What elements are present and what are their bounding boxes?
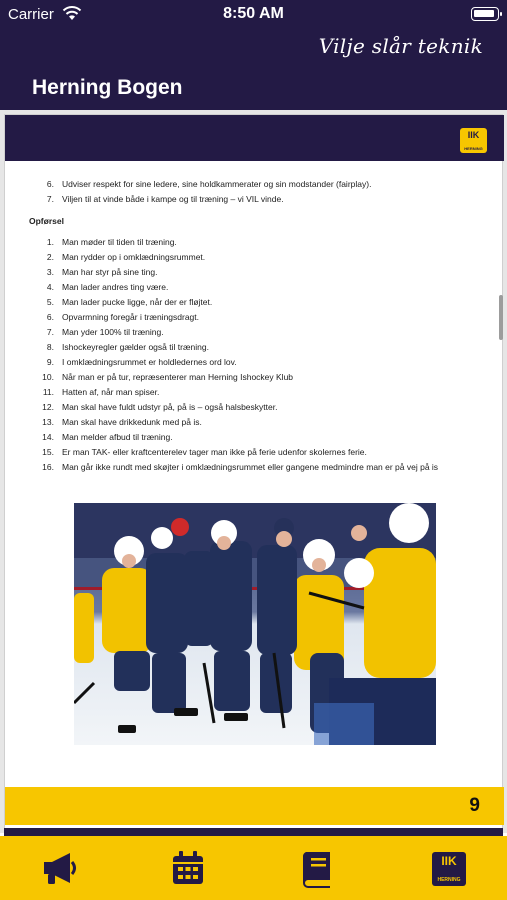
tab-calendar[interactable] xyxy=(158,846,218,890)
list-item: 2. Man rydder op i omklædningsrummet. xyxy=(46,252,206,262)
tab-bar xyxy=(0,836,507,900)
list-item: 8. Ishockeyregler gælder også til træning. xyxy=(46,342,209,352)
list-item: 4. Man lader andres ting være. xyxy=(46,282,169,292)
list-item: 7. Man yder 100% til træning. xyxy=(46,327,164,337)
carrier-label: Carrier xyxy=(8,6,54,23)
book-icon xyxy=(300,850,336,888)
tab-book[interactable] xyxy=(288,846,348,890)
list-item: 6. Opvarmning foregår i træningsdragt. xyxy=(46,312,200,322)
list-item: 6. Udviser respekt for sine ledere, sine holdkammerater og sin modstander (fairplay). xyxy=(46,179,372,189)
list-item: 15. Er man TAK- eller kraftcenterelev tager man ikke på ferie udenfor skolernes ferie. xyxy=(42,447,367,457)
page-number: 9 xyxy=(469,795,480,816)
list-item: 11. Hatten af, når man spiser. xyxy=(42,387,160,397)
page-footer xyxy=(5,787,504,825)
list-item: 13. Man skal have drikkedunk med på is. xyxy=(42,417,202,427)
list-item: 5. Man lader pucke ligge, når der er fløjtet. xyxy=(46,297,213,307)
list-item: 7. Viljen til at vinde både i kampe og til træning – vi VIL vinde. xyxy=(46,194,284,204)
battery-icon xyxy=(471,7,499,21)
list-item: 16. Man går ikke rundt med skøjter i omklædningsrummet eller gangene medmindre man er på vej på is xyxy=(42,462,439,472)
page-content xyxy=(29,177,489,475)
list-item: 9. I omklædningsrummet er holdledernes ord lov. xyxy=(46,357,237,367)
document-page xyxy=(4,114,503,830)
club-logo-icon: IIK HERNING xyxy=(432,852,466,886)
list-item: 3. Man har styr på sine ting. xyxy=(46,267,158,277)
slogan: Vilje slår teknik xyxy=(318,34,483,58)
document-viewer[interactable] xyxy=(0,110,507,833)
page-title: Herning Bogen xyxy=(32,76,183,99)
scrollbar[interactable] xyxy=(499,295,503,340)
calendar-icon xyxy=(170,850,206,886)
clock: 8:50 AM xyxy=(223,5,284,22)
megaphone-icon xyxy=(42,850,80,886)
list-item: 10. Når man er på tur, repræsenterer man Herning Ishockey Klub xyxy=(42,372,294,382)
tab-club[interactable] xyxy=(418,846,478,890)
section-heading: Opførsel xyxy=(29,216,64,226)
list-item: 14. Man melder afbud til træning. xyxy=(42,432,173,442)
club-logo-icon: IIK HERNING xyxy=(460,128,487,153)
tab-news[interactable] xyxy=(30,846,90,890)
next-page-header xyxy=(4,828,503,836)
list-item: 12. Man skal have fuldt udstyr på, på is – også halsbeskytter. xyxy=(42,402,278,412)
status-bar xyxy=(0,0,507,28)
top-bar xyxy=(0,0,507,110)
page-header xyxy=(5,115,504,161)
team-photo xyxy=(74,503,436,745)
list-item: 1. Man møder til tiden til træning. xyxy=(46,237,177,247)
